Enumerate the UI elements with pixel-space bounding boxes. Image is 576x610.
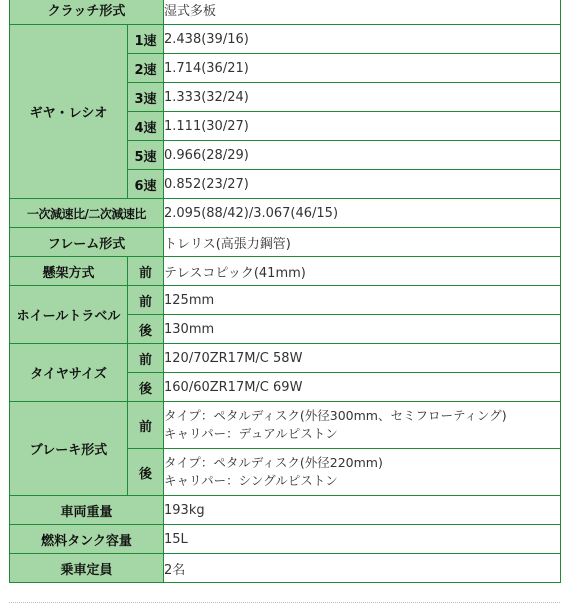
brake-front-caliper: キャリパー：デュアルピストン bbox=[164, 426, 338, 441]
row-value-clutch: 湿式多板 bbox=[164, 0, 561, 25]
row-value-suspension: テレスコピック(41mm) bbox=[164, 257, 561, 286]
brake-value-rear bbox=[164, 449, 561, 496]
table-row bbox=[10, 344, 561, 373]
wheel-travel-sub-rear: 後 bbox=[128, 315, 164, 344]
wheel-travel-sub-front: 前 bbox=[128, 286, 164, 315]
table-row bbox=[10, 525, 561, 554]
table-row bbox=[10, 554, 561, 583]
gear-value-4: 1.111(30/27) bbox=[164, 112, 561, 141]
brake-front-type: タイプ：ペタルディスク(外径300mm、セミフローティング) bbox=[164, 408, 507, 423]
row-label-fuel-capacity: 燃料タンク容量 bbox=[10, 525, 164, 554]
gear-sub-5: 5速 bbox=[128, 141, 164, 170]
gear-sub-3: 3速 bbox=[128, 83, 164, 112]
suspension-sub-front: 前 bbox=[128, 257, 164, 286]
table-row bbox=[10, 0, 561, 25]
table-row bbox=[10, 496, 561, 525]
gear-sub-6: 6速 bbox=[128, 170, 164, 199]
gear-value-6: 0.852(23/27) bbox=[164, 170, 561, 199]
row-value-riding-capacity: 2名 bbox=[164, 554, 561, 583]
gear-value-1: 2.438(39/16) bbox=[164, 25, 561, 54]
table-row bbox=[10, 228, 561, 257]
row-label-brake: ブレーキ形式 bbox=[10, 402, 128, 496]
wheel-travel-value-rear: 130mm bbox=[164, 315, 561, 344]
row-value-weight: 193kg bbox=[164, 496, 561, 525]
table-row bbox=[10, 199, 561, 228]
row-label-tire-size: タイヤサイズ bbox=[10, 344, 128, 402]
brake-value-front bbox=[164, 402, 561, 449]
gear-value-2: 1.714(36/21) bbox=[164, 54, 561, 83]
gear-sub-4: 4速 bbox=[128, 112, 164, 141]
row-value-fuel-capacity: 15L bbox=[164, 525, 561, 554]
table-row bbox=[10, 25, 561, 54]
table-row bbox=[10, 257, 561, 286]
row-value-reduction-ratio: 2.095(88/42)/3.067(46/15) bbox=[164, 199, 561, 228]
row-label-suspension: 懸架方式 bbox=[10, 257, 128, 286]
tire-sub-front: 前 bbox=[128, 344, 164, 373]
brake-sub-front: 前 bbox=[128, 402, 164, 449]
row-label-riding-capacity: 乗車定員 bbox=[10, 554, 164, 583]
wheel-travel-value-front: 125mm bbox=[164, 286, 561, 315]
brake-rear-type: タイプ：ペタルディスク(外径220mm) bbox=[164, 455, 383, 470]
table-row bbox=[10, 402, 561, 449]
table-row bbox=[10, 286, 561, 315]
row-label-weight: 車両重量 bbox=[10, 496, 164, 525]
gear-sub-2: 2速 bbox=[128, 54, 164, 83]
row-label-reduction-ratio: 一次減速比/二次減速比 bbox=[10, 199, 164, 228]
brake-sub-rear: 後 bbox=[128, 449, 164, 496]
gear-sub-1: 1速 bbox=[128, 25, 164, 54]
row-label-wheel-travel: ホイールトラベル bbox=[10, 286, 128, 344]
row-label-frame: フレーム形式 bbox=[10, 228, 164, 257]
bottom-divider bbox=[9, 602, 560, 603]
gear-value-3: 1.333(32/24) bbox=[164, 83, 561, 112]
tire-sub-rear: 後 bbox=[128, 373, 164, 402]
row-value-frame: トレリス(高張力鋼管) bbox=[164, 228, 561, 257]
gear-value-5: 0.966(28/29) bbox=[164, 141, 561, 170]
row-label-gear-ratio: ギヤ・レシオ bbox=[10, 25, 128, 199]
brake-rear-caliper: キャリパー：シングルピストン bbox=[164, 473, 338, 488]
tire-value-rear: 160/60ZR17M/C 69W bbox=[164, 373, 561, 402]
spec-table bbox=[9, 0, 561, 583]
row-label-clutch: クラッチ形式 bbox=[10, 0, 164, 25]
tire-value-front: 120/70ZR17M/C 58W bbox=[164, 344, 561, 373]
